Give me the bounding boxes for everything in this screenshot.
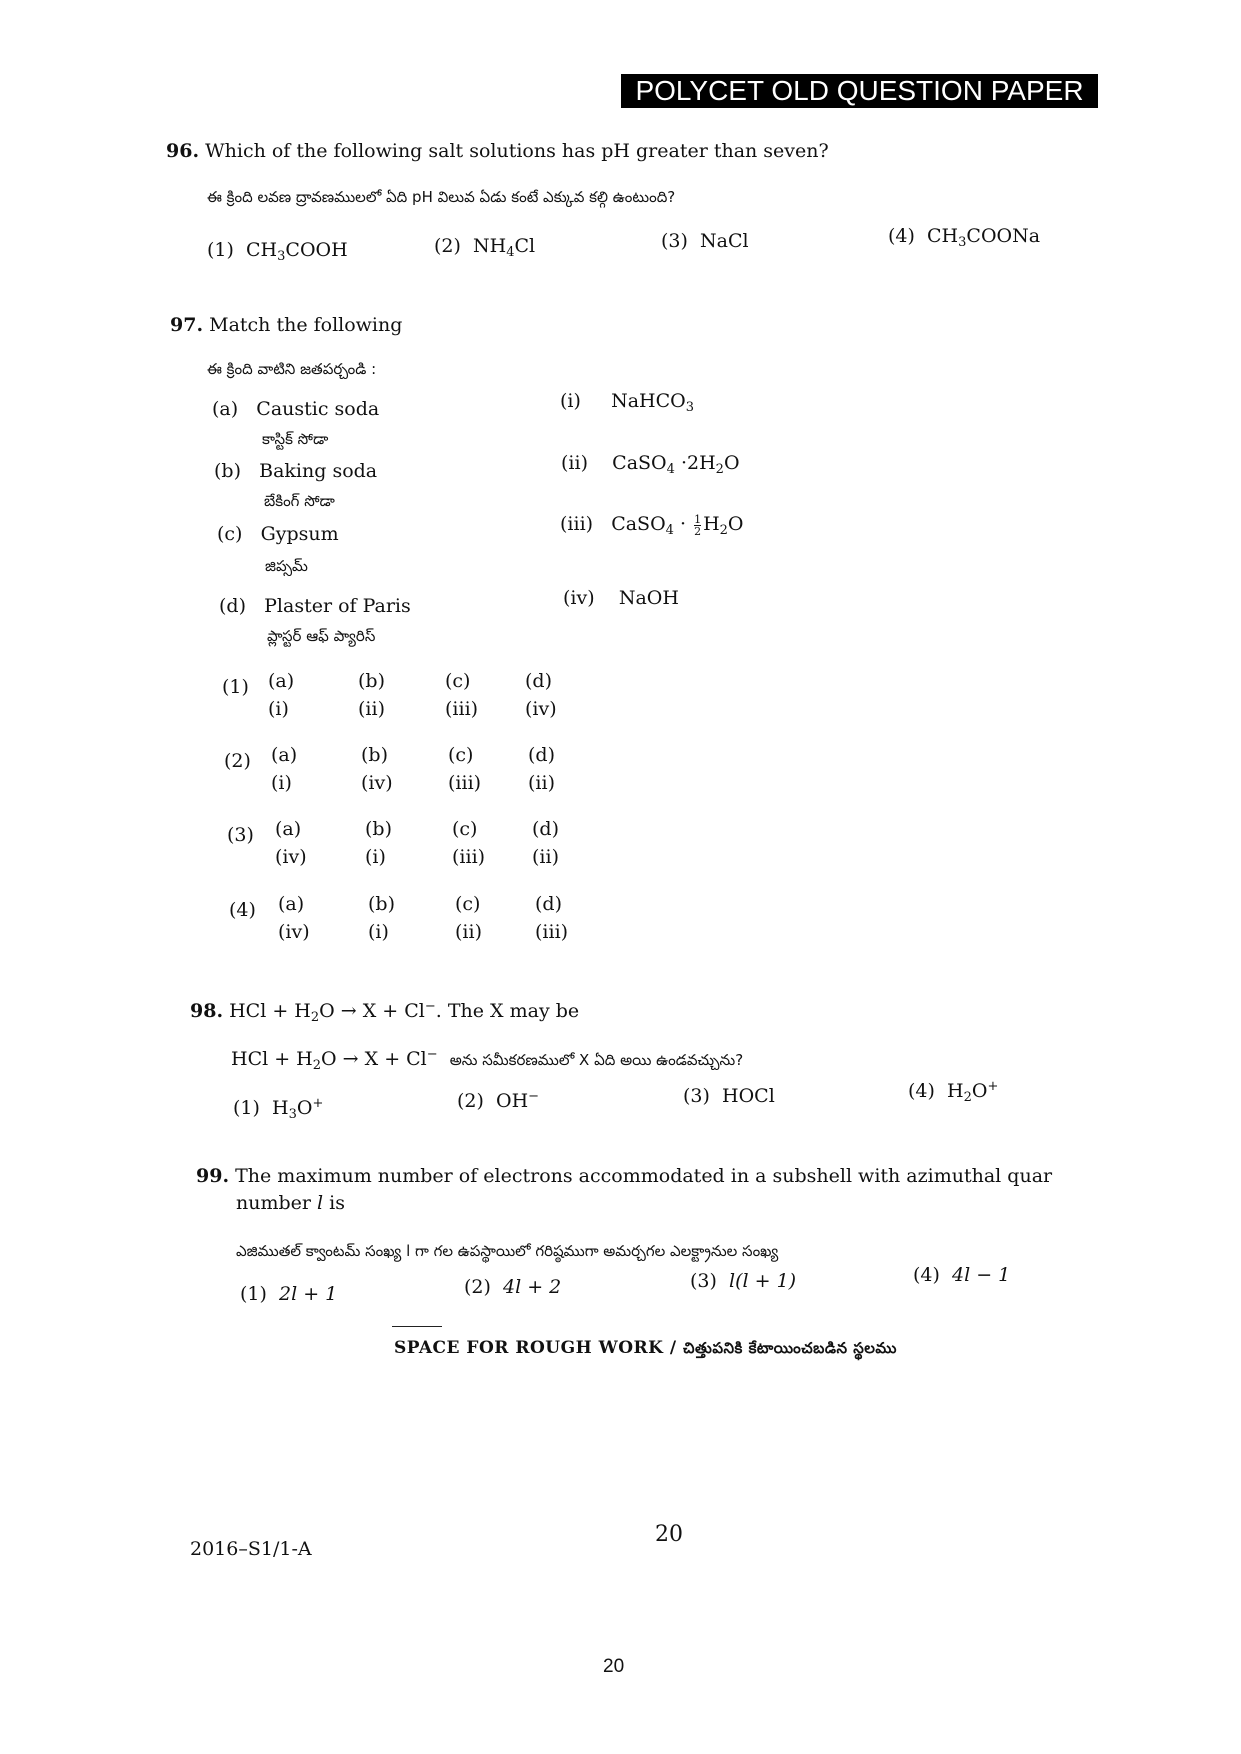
q98-option-4: (4) $H_2O^+$ (908, 1079, 999, 1105)
question-text: Match the following (209, 314, 403, 336)
q97-option-value: (iv) (275, 846, 307, 868)
q96-option-2: (2) $NH_4Cl$ (434, 235, 536, 260)
q97-option-value: (i) (368, 921, 389, 943)
equation: HCl + $H_2O \to X + Cl^-$ (231, 1047, 438, 1073)
q97-option-head: (a) (278, 893, 305, 915)
q96-option-3: (3) NaCl (661, 230, 749, 252)
q97-option-head: (d) (535, 893, 562, 915)
q99-option-2: (2) 4l + 2 (464, 1276, 562, 1298)
q97-option-value: (i) (268, 698, 289, 720)
match-left-a-telugu: కాస్టిక్ సోడా (262, 430, 329, 448)
fraction: $\frac{1}{2}$ (694, 512, 702, 538)
paper-code: 2016–S1/1-A (190, 1538, 312, 1560)
q97-option-number: (2) (224, 750, 251, 772)
q99-option-4: (4) 4l − 1 (913, 1264, 1011, 1286)
q97-option-value: (iv) (361, 772, 393, 794)
q96-option-4: (4) $CH_3COONa$ (888, 225, 1041, 250)
match-right-i: (i) NaHCO$_3$ (560, 390, 695, 415)
match-left-d: (d) Plaster of Paris (219, 595, 411, 617)
q97-option-head: (c) (445, 670, 471, 692)
q97-option-value: (iv) (278, 921, 310, 943)
question-98-telugu-line: HCl + $H_2O \to X + Cl^-$ అను సమీకరణములో X ఏది అయి ఉండవచ్చును? (231, 1047, 744, 1073)
q97-option-head: (a) (271, 744, 298, 766)
question-99-telugu: ఎజిముతల్ క్వాంటమ్ సంఖ్య l గా గల ఉపస్థాయిలో గరిష్ఠముగా అమర్చగల ఎలక్ట్రానుల సంఖ్య (236, 1242, 779, 1260)
q97-option-head: (d) (525, 670, 552, 692)
q97-option-value: (iii) (445, 698, 479, 720)
q97-option-head: (c) (452, 818, 478, 840)
q97-option-number: (4) (229, 899, 256, 921)
q97-option-value: (iii) (448, 772, 482, 794)
match-left-b-telugu: బేకింగ్ సోడా (264, 492, 335, 510)
q98-option-1: (1) $H_3O^+$ (233, 1096, 324, 1122)
q97-option-head: (a) (275, 818, 302, 840)
question-97 (170, 314, 402, 336)
match-right-ii: (ii) CaSO$_4$ $\cdot 2H_2O$ (561, 452, 740, 477)
question-97-telugu: ఈ క్రింది వాటిని జతపర్చండి : (207, 360, 377, 378)
q97-option-value: (i) (271, 772, 292, 794)
page-number-inner: 20 (655, 1522, 683, 1547)
match-right-iii: (iii) CaSO$_4$ · $\frac{1}{2}$ $H_2O$ (560, 512, 744, 538)
match-left-d-telugu: ప్లాస్టర్ ఆఫ్ ప్యారిస్ (267, 627, 376, 645)
q97-option-value: (ii) (528, 772, 555, 794)
q98-option-3: (3) HOCl (683, 1085, 775, 1107)
q98-option-2: (2) OH− (457, 1089, 540, 1112)
q97-option-number: (1) (222, 676, 249, 698)
question-number: 96. (166, 140, 200, 162)
question-96 (166, 140, 829, 162)
question-99: 99. The maximum number of electrons accommodated in a subshell with azimuthal quar (196, 1165, 1053, 1187)
equation: HCl + $H_2O \to X + Cl^-$ (229, 999, 436, 1025)
q97-option-head: (b) (361, 744, 388, 766)
question-text: The maximum number of electrons accommodated in a subshell with azimuthal quar (235, 1165, 1053, 1187)
q97-option-head: (d) (528, 744, 555, 766)
q97-option-value: (ii) (455, 921, 482, 943)
question-text: . The X may be (435, 1000, 580, 1022)
q96-option-1: (1) $CH_3COOH$ (207, 239, 348, 264)
rough-rule (392, 1326, 442, 1327)
q97-option-number: (3) (227, 824, 254, 846)
q97-option-value: (iv) (525, 698, 557, 720)
q97-option-value: (iii) (452, 846, 486, 868)
q97-option-value: (ii) (358, 698, 385, 720)
match-left-a: (a) Caustic soda (212, 398, 380, 420)
question-text: Which of the following salt solutions has pH greater than seven? (205, 140, 829, 162)
match-left-c-telugu: జిప్సమ్ (265, 557, 308, 575)
q99-option-3: (3) l(l + 1) (690, 1270, 797, 1292)
match-left-c: (c) Gypsum (217, 523, 339, 545)
match-left-b: (b) Baking soda (214, 460, 378, 482)
q97-option-value: (ii) (532, 846, 559, 868)
q97-option-head: (b) (358, 670, 385, 692)
question-98: 98. HCl + $H_2O \to X + Cl^-$. The X may be (190, 999, 580, 1025)
q99-option-1: (1) 2l + 1 (240, 1283, 338, 1305)
question-96-telugu: ఈ క్రింది లవణ ద్రావణములలో ఏది pH విలువ ఏడు కంటే ఎక్కువ కల్గి ఉంటుంది? (207, 188, 676, 206)
q97-option-value: (i) (365, 846, 386, 868)
q97-option-head: (b) (365, 818, 392, 840)
q97-option-value: (iii) (535, 921, 569, 943)
question-number: 97. (170, 314, 204, 336)
q97-option-head: (a) (268, 670, 295, 692)
q97-option-head: (c) (455, 893, 481, 915)
match-right-iv: (iv) NaOH (563, 587, 679, 609)
question-99-line2: number l is (236, 1192, 345, 1214)
rough-work-label: SPACE FOR ROUGH WORK / చిత్తుపనికి కేటాయించబడిన స్థలము (394, 1338, 897, 1358)
page-banner: POLYCET OLD QUESTION PAPER (621, 74, 1098, 108)
q97-option-head: (d) (532, 818, 559, 840)
page-number-outer: 20 (603, 1656, 625, 1677)
q97-option-head: (b) (368, 893, 395, 915)
q97-option-head: (c) (448, 744, 474, 766)
